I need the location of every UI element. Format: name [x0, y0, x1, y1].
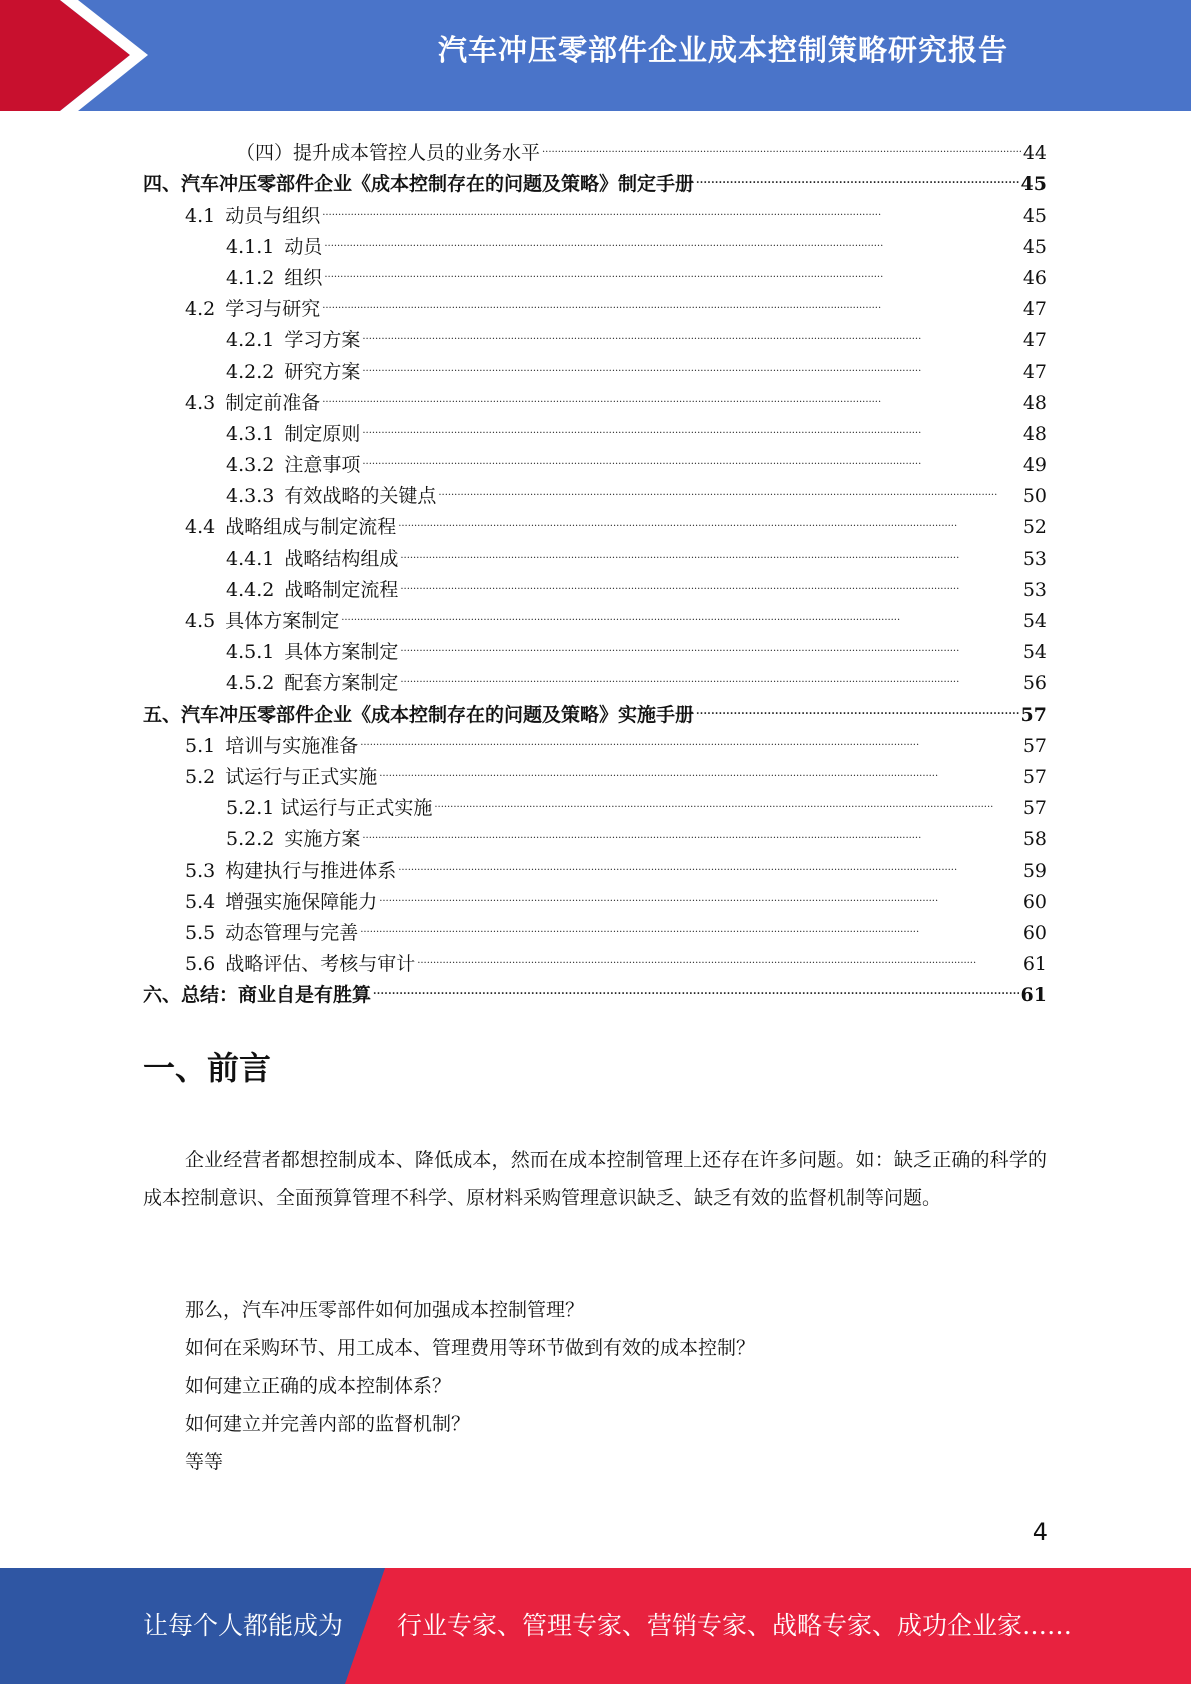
- toc-entry-page: 47: [1022, 329, 1047, 352]
- toc-entry-title: 具体方案制定: [284, 641, 399, 664]
- toc-entry-title: 实施方案: [284, 828, 361, 851]
- toc-entry-number: 5.2: [185, 765, 216, 788]
- toc-leader-dots: [400, 627, 1020, 658]
- toc-entry-number: 4.3.2: [226, 454, 275, 477]
- toc-entry-title: 战略组成与制定流程: [225, 516, 397, 539]
- toc-entry-number: 4.2.1: [226, 329, 275, 352]
- toc-entry-number: 4.5.1: [226, 641, 275, 664]
- toc-entry-number: 4.2: [185, 298, 216, 321]
- toc-leader-dots: [379, 877, 1021, 908]
- toc-entry-number: 4.4.1: [226, 547, 275, 570]
- toc-entry-page: 60: [1022, 890, 1047, 913]
- toc-entry-page: 45: [1022, 204, 1047, 227]
- toc-entry-page: 44: [1022, 142, 1047, 165]
- toc-leader-dots: [417, 939, 1021, 970]
- toc-entry-number: 5.4: [185, 890, 216, 913]
- toc-leader-dots: [379, 752, 1021, 783]
- toc-entry-page: 53: [1022, 547, 1047, 570]
- toc-entry-number: 5.3: [185, 859, 216, 882]
- toc-entry-number: 4.1: [185, 204, 216, 227]
- toc-entry-number: 5.1: [185, 734, 216, 757]
- toc-entry-title: 学习方案: [284, 329, 361, 352]
- toc-entry-title: 战略评估、考核与审计: [225, 953, 416, 976]
- toc-entry-title: 四、汽车冲压零部件企业《成本控制存在的问题及策略》制定手册: [143, 173, 695, 196]
- toc-entry-title: （四）提升成本管控人员的业务水平: [236, 142, 541, 165]
- question-line: 如何建立正确的成本控制体系？: [185, 1375, 452, 1397]
- toc-entry-page: 48: [1022, 391, 1047, 414]
- toc-leader-dots: [322, 378, 1021, 409]
- toc-entry-page: 49: [1022, 454, 1047, 477]
- toc-entry-page: 46: [1022, 266, 1047, 289]
- toc-entry-page: 58: [1022, 828, 1047, 851]
- toc-entry-page: 53: [1022, 578, 1047, 601]
- toc-entry-page: 52: [1022, 516, 1047, 539]
- toc-entry-number: 5.5: [185, 921, 216, 944]
- toc-entry-title: 组织: [284, 266, 323, 289]
- toc-entry-title: 配套方案制定: [284, 672, 399, 695]
- toc-entry-number: 4.1.2: [226, 266, 275, 289]
- footer-banner: [0, 1568, 1191, 1684]
- toc-entry[interactable]: [143, 378, 1047, 414]
- toc-entry[interactable]: [143, 689, 1047, 726]
- toc-entry-title: 学习与研究: [225, 298, 321, 321]
- toc-entry[interactable]: [143, 565, 1047, 601]
- question-line: 那么，汽车冲压零部件如何加强成本控制管理？: [185, 1299, 585, 1321]
- toc-leader-dots: [362, 315, 1020, 346]
- toc-leader-dots: [373, 970, 1019, 1001]
- toc-entry-title: 培训与实施准备: [225, 734, 359, 757]
- toc-entry-page: 60: [1022, 921, 1047, 944]
- toc-entry-number: 5.2.2: [226, 828, 275, 851]
- toc-entry[interactable]: [143, 440, 1047, 477]
- toc-entry-page: 57: [1022, 797, 1047, 820]
- toc-leader-dots: [324, 222, 1020, 253]
- toc-entry-number: 4.5: [185, 610, 216, 632]
- toc-entry-number: 4.1.1: [226, 235, 275, 258]
- toc-entry[interactable]: [143, 596, 1047, 632]
- table-of-contents: [143, 128, 1047, 1007]
- toc-entry-number: 4.4.2: [226, 578, 275, 601]
- toc-entry-title: 构建执行与推进体系: [225, 859, 397, 882]
- toc-entry[interactable]: [143, 471, 1047, 508]
- toc-entry-number: 4.3.1: [226, 422, 275, 445]
- toc-entry-title: 试运行与正式实施: [225, 765, 378, 788]
- toc-leader-dots: [322, 284, 1021, 315]
- question-list: [185, 1291, 755, 1481]
- toc-entry[interactable]: [143, 346, 1047, 383]
- toc-leader-dots: [696, 159, 1019, 190]
- footer-slogan-right: 行业专家、管理专家、营销专家、战略专家、成功企业家……: [397, 1611, 1073, 1640]
- toc-leader-dots: [542, 128, 1021, 159]
- document-title: 汽车冲压零部件企业成本控制策略研究报告: [437, 33, 1008, 67]
- toc-leader-dots: [360, 721, 1021, 752]
- toc-leader-dots: [362, 346, 1020, 377]
- toc-entry-page: 47: [1022, 298, 1047, 321]
- toc-entry-page: 59: [1022, 859, 1047, 882]
- toc-entry-page: 45: [1022, 235, 1047, 258]
- toc-leader-dots: [362, 409, 1020, 440]
- toc-entry-number: 4.5.2: [226, 672, 275, 695]
- chevron-logo-icon: [0, 0, 160, 111]
- toc-entry[interactable]: [143, 502, 1047, 539]
- toc-entry-page: 56: [1022, 672, 1047, 695]
- toc-entry-page: 47: [1022, 360, 1047, 383]
- toc-entry-page: 57: [1022, 734, 1047, 757]
- toc-leader-dots: [362, 814, 1020, 845]
- toc-entry-title: 5.2.1 试运行与正式实施: [226, 797, 433, 820]
- toc-entry[interactable]: [143, 253, 1047, 289]
- toc-entry-number: 4.2.2: [226, 360, 275, 383]
- toc-leader-dots: [398, 845, 1021, 876]
- toc-leader-dots: [324, 253, 1020, 284]
- toc-entry-title: 制定原则: [284, 422, 361, 445]
- toc-entry-title: 战略制定流程: [284, 578, 399, 601]
- question-line: 如何在采购环节、用工成本、管理费用等环节做到有效的成本控制？: [185, 1337, 756, 1359]
- toc-entry-title: 动员与组织: [225, 204, 321, 227]
- toc-entry[interactable]: [143, 128, 1047, 165]
- toc-entry-number: 5.6: [185, 953, 216, 976]
- toc-entry-title: 具体方案制定: [225, 610, 340, 632]
- toc-entry-title: 动态管理与完善: [225, 921, 359, 944]
- toc-leader-dots: [362, 440, 1020, 471]
- toc-entry-title: 五、汽车冲压零部件企业《成本控制存在的问题及策略》实施手册: [143, 703, 695, 726]
- toc-entry-title: 研究方案: [284, 360, 361, 383]
- toc-entry[interactable]: [143, 845, 1047, 882]
- toc-entry-number: 4.3: [185, 391, 216, 414]
- toc-entry-title: 增强实施保障能力: [225, 890, 378, 913]
- toc-entry-title: 战略结构组成: [284, 547, 399, 570]
- page-number: 4: [1032, 1518, 1048, 1546]
- toc-leader-dots: [360, 908, 1021, 939]
- toc-entry[interactable]: [143, 284, 1047, 321]
- toc-entry-number: 4.4: [185, 516, 216, 539]
- toc-entry-page: 45: [1020, 173, 1047, 196]
- toc-entry-title: 动员: [284, 235, 323, 258]
- toc-entry-page: 54: [1022, 641, 1047, 664]
- toc-leader-dots: [398, 502, 1021, 533]
- toc-leader-dots: [400, 565, 1020, 596]
- question-line: 等等: [185, 1451, 224, 1473]
- toc-leader-dots: [400, 533, 1020, 564]
- toc-entry-page: 48: [1022, 422, 1047, 445]
- toc-leader-dots: [400, 658, 1020, 689]
- toc-entry-page: 61: [1020, 984, 1047, 1007]
- toc-entry-page: 57: [1020, 703, 1047, 726]
- toc-leader-dots: [341, 596, 1021, 627]
- toc-entry[interactable]: [143, 658, 1047, 695]
- toc-entry-title: 制定前准备: [225, 391, 321, 414]
- toc-entry-page: 50: [1022, 485, 1047, 508]
- toc-entry-page: 61: [1022, 953, 1047, 976]
- header-band: [0, 0, 1191, 111]
- toc-entry-page: 57: [1022, 765, 1047, 788]
- toc-leader-dots: [322, 190, 1021, 221]
- toc-entry-title: 六、总结：商业自是有胜算: [143, 984, 372, 1007]
- toc-entry-title: 有效战略的关键点: [284, 485, 437, 508]
- question-line: 如何建立并完善内部的监督机制？: [185, 1413, 471, 1435]
- section-heading: 一、前言: [143, 1049, 272, 1087]
- toc-leader-dots: [696, 689, 1019, 720]
- toc-leader-dots: [434, 783, 1020, 814]
- toc-leader-dots: [438, 471, 1020, 502]
- toc-entry-page: 54: [1022, 610, 1047, 632]
- toc-entry-number: 4.3.3: [226, 485, 275, 508]
- toc-entry-title: 注意事项: [284, 454, 361, 477]
- intro-paragraph: 企业经营者都想控制成本、降低成本，然而在成本控制管理上还存在许多问题。如：缺乏正确的科学的成本控制意识、全面预算管理不科学、原材料采购管理意识缺乏、缺乏有效的监督机制等问题。: [143, 1149, 1047, 1209]
- footer-slogan-left: 让每个人都能成为: [143, 1611, 344, 1640]
